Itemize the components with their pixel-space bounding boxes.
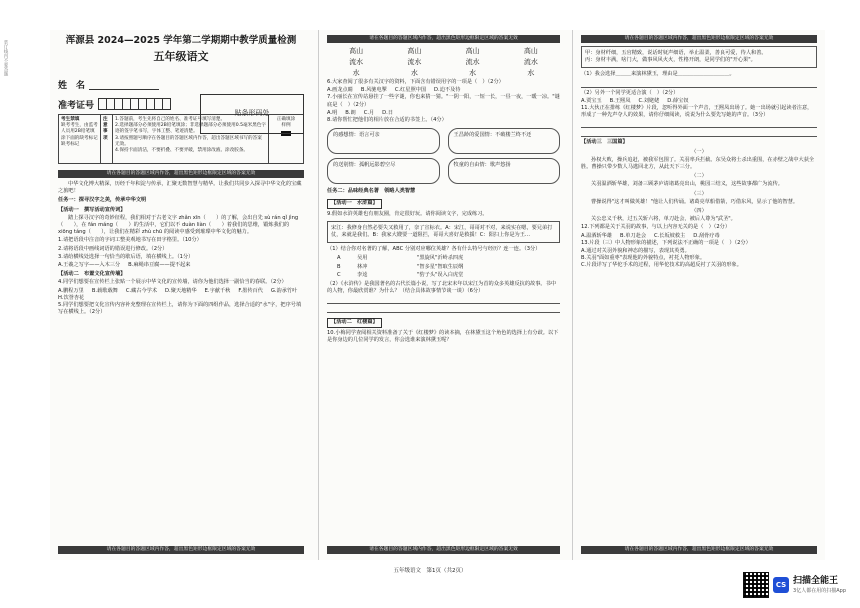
question-9: 9.假如水浒英雄也有朋友圈，肯定很好玩。请你阅读文字，完成练习。 bbox=[327, 210, 488, 217]
exam-subject: 五年级语文 bbox=[153, 50, 209, 63]
note-item: 2.选择题部分必须使用2B铅笔填涂；非选择题部分必须使用0.5毫米黑色字迹的签字笔书写，字体工整、笔迹清楚。 bbox=[115, 123, 266, 135]
edge-notice-bottom: 请在各题目的答题区域内作答，超出黑色矩形边框限定区域的答案无效 bbox=[58, 546, 304, 554]
option: A.通过对关羽外貌和神态的描写，表现其英勇。 bbox=[581, 248, 690, 255]
glyph: 高山 bbox=[407, 47, 422, 55]
answer-line[interactable] bbox=[581, 121, 817, 128]
option: A.明 bbox=[327, 109, 338, 116]
passage-heading: （四） bbox=[691, 208, 707, 215]
candidate-text: 缺考考生，由监考人员用2B铅笔填涂下面的缺考标记 bbox=[61, 123, 98, 141]
option: B.朗 bbox=[345, 109, 356, 116]
option: B.王熙凤 bbox=[609, 97, 631, 104]
bookmark-bubble[interactable]: 的送别情：孤帆远影碧空尽 bbox=[327, 158, 440, 184]
answer-line[interactable] bbox=[327, 297, 560, 304]
match-letter: A bbox=[337, 255, 341, 262]
watermark-sub: 3亿人都在用的扫描App bbox=[793, 588, 846, 594]
match-story[interactable]: "豹子头"误入白虎堂 bbox=[417, 271, 464, 278]
answer-line[interactable] bbox=[581, 130, 817, 137]
exam-title: 浑源县 2024—2025 学年第二学期期中教学质量检测 bbox=[65, 35, 297, 46]
passage-4: 关公忠义千秋，过五关斩六将，单刀赴会，被后人尊为"武圣"。 bbox=[591, 216, 736, 223]
option: A.鹏程万里 bbox=[58, 287, 84, 294]
name-row bbox=[58, 70, 304, 90]
option: C.片段详写了华佗手术的过程，用华佗技术的高超反衬了关羽的形象。 bbox=[581, 262, 742, 269]
statement-2: 丙：身材丰满，啥门大，做事风风火火，性格开朗，是同学们的"开心果"。 bbox=[585, 57, 756, 64]
match-hero[interactable]: 林冲 bbox=[357, 263, 368, 270]
qr-code-icon bbox=[743, 572, 769, 598]
activity-2: 【活动二 布置文化宣传墙】 bbox=[58, 271, 126, 278]
edge-notice-bottom: 请在各题目的答题区域内作答，超出黑色矩形边框限定区域的答案无效 bbox=[581, 546, 817, 554]
question-7-options bbox=[327, 110, 560, 117]
question-10: 10.小梅同学查阅相关资料准备了关于《红楼梦》的读本摘，在林黛玉这个角色的选择上有分歧。以下是你身边的几位同学的发言，你会选谁来演林黛玉呢？ bbox=[327, 329, 559, 343]
edge-notice-bottom: 请在各题目的答题区域内作答，超出黑色矩形边框限定区域的答案无效 bbox=[327, 546, 560, 554]
moments-post: 宋江：我修身自然必要失又救用了，奈了宣标衣。A：宋江，哥哥对不对，来说实在嗯，要兄弟打仗，来就是我们。B：我家大嫂要一道阻拦，哥哥大喜好是救援！C：阳扫上你是为王… bbox=[327, 221, 560, 243]
option: A.温酒斩华雄 bbox=[581, 232, 613, 239]
bookmark-bubble[interactable]: 王昌龄的爱国情：不破楼兰终不还 bbox=[448, 128, 561, 154]
question-1: 1.请把语段中注音的字词工整美观地书写在田字格里。（10分） bbox=[58, 237, 202, 244]
barcode-label: 贴条形码处 bbox=[234, 109, 270, 118]
option: D.聚天地精华 bbox=[165, 287, 197, 294]
question-4-options bbox=[58, 288, 304, 302]
passage-3: 曹操说得"这才叫做英雄！"他让人们传诵。诸葛亮草船借箭，巧借东风，显示了他的智慧。 bbox=[591, 198, 799, 205]
glyph: 水 bbox=[527, 69, 535, 77]
passage-1: 孙权大败，操兵追赶，被我军包围了。关羽率兵拦截。东吴众将士杀出重围，在赤壁之战中大获全胜。曹操只带少数人马逃回北方，从此天下三分。 bbox=[581, 156, 815, 171]
glyph: 水 bbox=[352, 69, 360, 77]
exam-no-boxes[interactable] bbox=[98, 98, 170, 110]
edge-notice: 请在各题目的答题区域内作答，超出黑色矩形边框限定区域的答案无效 bbox=[58, 170, 304, 178]
statement-1: 甲：身材纤细，五官精致，说话时妩声细语，举止温柔，善良可爱，待人和善。 bbox=[585, 50, 767, 56]
note-item: 3.请按照题号顺序在各题目的答题区域内作答，超出答题区域书写的答案无效。 bbox=[115, 135, 262, 147]
watermark-text bbox=[793, 576, 846, 594]
calligraphy-row-1 bbox=[327, 46, 560, 57]
option: A.画龙点睛 bbox=[327, 87, 353, 94]
option: B.麻绳串豆腐——提不起来 bbox=[128, 262, 191, 269]
glyph: 高山 bbox=[523, 47, 538, 55]
name-field[interactable] bbox=[89, 78, 159, 90]
question-12: 12.下列都是关于关羽的故事，与以上内容无关的是（ ）（2分） bbox=[581, 224, 731, 231]
bookmark-bubble[interactable]: 的感想情：语言可亲 bbox=[327, 128, 440, 154]
camscanner-logo: CS bbox=[773, 577, 789, 593]
column-3 bbox=[572, 30, 825, 560]
edge-notice: 请在各题目的答题区域内作答，超出黑色矩形边框限定区域的答案无效 bbox=[581, 35, 817, 43]
activity-1-text: 踏上探寻汉字的奇妙征程，我们相对于古老文字 zhǎn xīn（ ）的了解，会出自先 sù rán qǐ jìng（ ），在 fán máng（ ）的生活中，它们以不 duàn liàn（ ）着我们的思维，锻炼我们的 xiōng táng（ ），让我们在精彩 zhù chū 的阅读中感受到璀璨中华文化的魅力。 bbox=[58, 214, 299, 236]
fill-label: 正确填涂 bbox=[276, 117, 296, 122]
column-1 bbox=[50, 30, 312, 560]
question-3: 3.请给横线处选择一句恰当的歇后语，填在横线上。（1分） bbox=[58, 253, 194, 260]
match-hero[interactable]: 吴用 bbox=[357, 255, 368, 262]
match-letter: B bbox=[337, 263, 341, 270]
question-9-2: （2）《水浒传》是我国著名的古代长篇小说，写了北宋末年以宋江为首的众多英雄反抗的故事。书中的人物，你最欣赏谁？为什么？（结合具体故事情节谈一谈）（6分） bbox=[327, 281, 556, 295]
scanner-watermark bbox=[743, 572, 846, 598]
column-2 bbox=[318, 30, 568, 560]
option: B.载歌载舞 bbox=[91, 287, 118, 294]
barcode-area bbox=[200, 94, 304, 134]
option: D.刮骨疗毒 bbox=[693, 232, 720, 239]
question-9-1: （1）结合你对名著的了解，ABC 分别对应哪位英雄？各有什么特号与经历？连一连。（3分） bbox=[327, 246, 541, 253]
calligraphy-row-2 bbox=[327, 57, 560, 68]
task-1: 任务一：探寻汉字之美，传承中华文明 bbox=[58, 197, 147, 204]
glyph: 水 bbox=[469, 69, 477, 77]
answer-line[interactable] bbox=[327, 306, 560, 313]
edge-notice: 请在各题目的答题区域内作答，超出黑色矩形边框限定区域的答案无效 bbox=[327, 35, 560, 43]
option: A.王羲之写字——入木三分 bbox=[58, 262, 121, 269]
activity-5: 【活动三 三国篇】 bbox=[581, 139, 628, 146]
watermark-name: 扫描全能王 bbox=[793, 576, 839, 586]
glyph: 流水 bbox=[349, 58, 364, 66]
option: H.饮誉杏花 bbox=[58, 294, 85, 301]
exam-sheet bbox=[50, 30, 825, 560]
option: E.字献千秋 bbox=[204, 287, 231, 294]
note-item: 1.答题前，考生先将自己的姓名、准考证号填写清楚。 bbox=[115, 117, 226, 122]
page-footer: 五年级语文 第1页（共2页） bbox=[393, 568, 467, 574]
question-10-2: （2）另外一个同学更适合演（ ）（2分） bbox=[581, 89, 679, 96]
bookmark-grid bbox=[327, 128, 560, 184]
glyph: 水 bbox=[410, 69, 418, 77]
activity-4: 【活动二 红楼篇】 bbox=[327, 318, 382, 327]
option: C.藏古今学术 bbox=[125, 287, 158, 294]
question-10-2-options bbox=[581, 98, 817, 105]
missing-label: 缺考标记 bbox=[61, 141, 80, 147]
option: C.长坂坡救主 bbox=[654, 232, 686, 239]
glyph: 流水 bbox=[523, 58, 538, 66]
option: B.风驰电掣 bbox=[360, 87, 387, 94]
glyph: 流水 bbox=[407, 58, 422, 66]
option: C.红星照中国 bbox=[394, 87, 427, 94]
option: F.墨传百代 bbox=[238, 287, 263, 294]
option: D.迫不及待 bbox=[434, 87, 461, 94]
question-5: 5.同学们想要把文化宣传内容补充整理在宣传栏上，请你为下面的四组作品，选择合适的"水"字，把序号填写在横线上。（2分） bbox=[58, 302, 302, 316]
option: G.韵承竹叶 bbox=[270, 287, 298, 294]
option: D.日 bbox=[382, 109, 394, 116]
task-2: 任务二：品味经典名著 领略人类智慧 bbox=[327, 188, 416, 195]
option: A.贾宝玉 bbox=[581, 97, 602, 104]
candidate-cell bbox=[59, 115, 101, 163]
question-12-options bbox=[581, 233, 817, 240]
option: B.单刀赴会 bbox=[620, 232, 647, 239]
candidate-label: 考生禁填 bbox=[61, 117, 80, 122]
activity-1: 【活动一 撰写活动宣传词】 bbox=[58, 206, 126, 213]
activity-3: 【活动一 水浒篇】 bbox=[327, 199, 382, 208]
option: C.月 bbox=[363, 109, 375, 116]
question-8: 8.请你帮忙把他们的相片放在合适的书签上。（4分） bbox=[327, 117, 447, 124]
passage-2: 关羽温酒斩华雄，刘备三顾茅庐请诸葛亮出山，桃园三结义，这些故事都广为流传。 bbox=[591, 181, 783, 188]
match-hero[interactable]: 李逵 bbox=[357, 271, 368, 278]
glyph: 高山 bbox=[465, 47, 480, 55]
question-13: 13.片段（三）中人物形象的描述，下列说法不正确的一项是（ ）（2分） bbox=[581, 239, 751, 246]
question-11: 11.大伙正在排练《红楼梦》片段，忽听得外面一个声音，王熙凤出场了。她一出场就引起读者注意，形成了一种先声夺人的效果，请你仔细阅读，说说为什么要先写她的声音。（3分） bbox=[581, 105, 813, 119]
passage-heading: （一） bbox=[691, 148, 707, 155]
glyph: 高山 bbox=[349, 47, 364, 55]
question-7: 7.小丽长在宣传站悬挂了一些字谜，你也来猜一猜。"一阴一阳，一短一长，一昼一夜，一暖一凉。"谜底是（ ）（2分） bbox=[327, 94, 560, 108]
notes-label: 注意事项 bbox=[101, 115, 113, 163]
option: C.刘姥姥 bbox=[638, 97, 660, 104]
calligraphy-row-3 bbox=[327, 68, 560, 79]
match-letter: C bbox=[337, 271, 341, 278]
passage-heading: （三） bbox=[691, 190, 707, 197]
answer-line[interactable] bbox=[581, 81, 817, 88]
bookmark-bubble[interactable]: 牧童的自由情：歌声悠扬 bbox=[448, 158, 561, 184]
question-2: 2.请将语段中画线词语的错误进行修改。（2分） bbox=[58, 245, 168, 252]
intro-text: 中华文化博大精深，历经千年积淀与传承，汇聚无数智慧与精华。让我们共同步入探寻中华文化的宝藏之旅吧！ bbox=[58, 181, 302, 195]
match-story[interactable]: "智多星"智取生辰纲 bbox=[417, 263, 464, 270]
option: B.关羽"面如重枣"表现他的外貌特点，衬托人物形象。 bbox=[581, 255, 706, 262]
question-6: 6.大家查阅了很多有关汉字的资料，下面含有错误用字的一项是（ ）（2分） bbox=[327, 79, 504, 85]
question-3-options bbox=[58, 262, 304, 269]
student-statements bbox=[581, 46, 817, 68]
sample-label: 样例 bbox=[281, 123, 291, 129]
match-story[interactable]: "黑旋风"沂岭杀四虎 bbox=[417, 255, 464, 262]
name-label: 姓 名 bbox=[58, 80, 86, 91]
note-item: 4.保持卡面清洁，不要折叠、不要弄破，禁用涂改液、涂改胶条。 bbox=[115, 148, 249, 154]
passage-heading: （二） bbox=[691, 173, 707, 180]
option: D.薛宝钗 bbox=[667, 97, 689, 104]
matching-table bbox=[337, 255, 560, 279]
glyph: 流水 bbox=[465, 58, 480, 66]
question-4: 4.同学们想要在宣传栏上张贴一个展示中华文化的宣传墙，请你为他们选择一副恰当的春联。（2分） bbox=[58, 279, 287, 286]
question-10-1: （1）我会选择＿＿＿来演林黛玉，理由是＿＿＿＿＿＿＿＿＿＿。 bbox=[581, 71, 735, 78]
binding-strip: 装订线内不要答题 bbox=[3, 40, 8, 76]
exam-no-label: 准考证号 bbox=[58, 100, 95, 111]
